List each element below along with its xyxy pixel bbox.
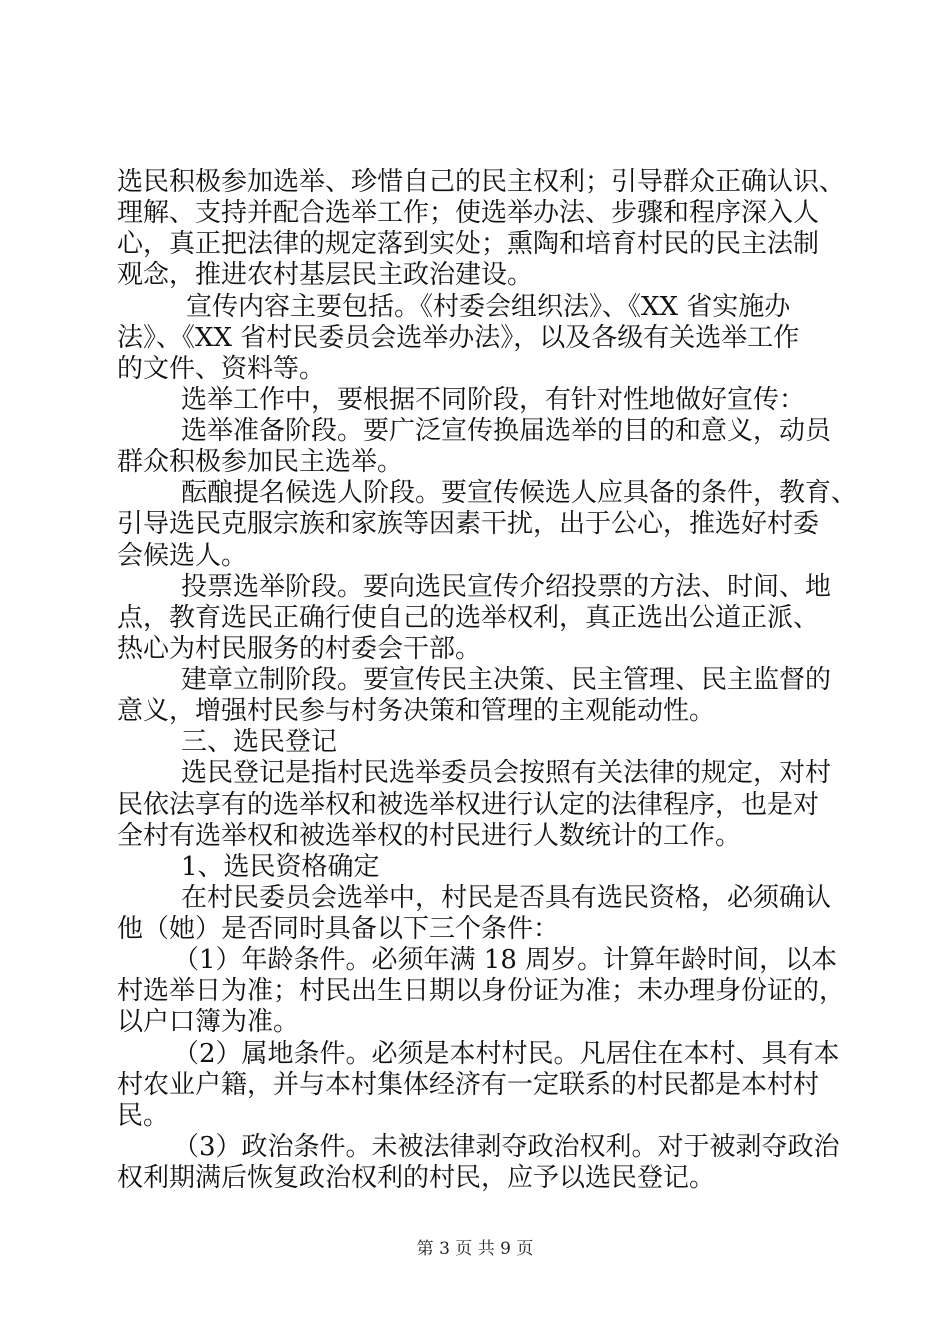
body-text-line: 理解、支持并配合选举工作；使选举办法、步骤和程序深入人 xyxy=(117,198,820,228)
body-text-line: 选民登记是指村民选举委员会按照有关法律的规定，对村 xyxy=(155,758,832,788)
body-text-line: 他（她）是否同时具备以下三个条件： xyxy=(117,914,560,944)
body-text-line: 在村民委员会选举中，村民是否具有选民资格，必须确认 xyxy=(155,883,832,913)
body-text-line: 民。 xyxy=(117,1101,170,1131)
section-heading: 三、选民登记 xyxy=(155,727,338,757)
body-text-line: 投票选举阶段。要向选民宣传介绍投票的方法、时间、地 xyxy=(155,572,832,602)
body-text-line: 权利期满后恢复政治权利的村民，应予以选民登记。 xyxy=(117,1163,716,1193)
body-text-line: 点，教育选民正确行使自己的选举权利，真正选出公道正派、 xyxy=(117,603,820,633)
body-text-line: 以户口簿为准。 xyxy=(117,1007,300,1037)
body-text-line: 选民积极参加选举、珍惜自己的民主权利；引导群众正确认识、 xyxy=(117,167,846,197)
body-text-line: 观念，推进农村基层民主政治建设。 xyxy=(117,260,534,290)
body-text-line: 民依法享有的选举权和被选举权进行认定的法律程序，也是对 xyxy=(117,790,820,820)
body-text-line: 引导选民克服宗族和家族等因素干扰，出于公心，推选好村委 xyxy=(117,509,820,539)
body-text-line: 的文件、资料等。 xyxy=(117,354,326,384)
body-text-line: 村选举日为准；村民出生日期以身份证为准；未办理身份证的， xyxy=(117,976,846,1006)
body-text-line: 宣传内容主要包括。《村委会组织法》、《XX 省实施办 xyxy=(160,292,791,322)
body-text-line: 村农业户籍，并与本村集体经济有一定联系的村民都是本村村 xyxy=(117,1070,820,1100)
body-text-line: 心，真正把法律的规定落到实处；熏陶和培育村民的民主法制 xyxy=(117,229,820,259)
body-text-line: 选举工作中，要根据不同阶段，有针对性地做好宣传： xyxy=(155,385,806,415)
body-text-line: 选举准备阶段。要广泛宣传换届选举的目的和意义，动员 xyxy=(155,416,832,446)
body-text-line: 酝酿提名候选人阶段。要宣传候选人应具备的条件，教育、 xyxy=(155,478,858,508)
body-text-line: 热心为村民服务的村委会干部。 xyxy=(117,634,482,664)
body-text-line: 法》、《XX 省村民委员会选举办法》，以及各级有关选举工作 xyxy=(117,323,800,353)
body-text-line: 会候选人。 xyxy=(117,541,248,571)
body-text-line: 群众积极参加民主选举。 xyxy=(117,447,404,477)
body-text-line: （1）年龄条件。必须年满 18 周岁。计算年龄时间，以本 xyxy=(160,945,838,975)
body-text-line: 全村有选举权和被选举权的村民进行人数统计的工作。 xyxy=(117,821,742,851)
page-number-footer: 第 3 页 共 9 页 xyxy=(416,1239,534,1259)
body-text-line: 意义，增强村民参与村务决策和管理的主观能动性。 xyxy=(117,696,716,726)
subsection-heading: 1、选民资格确定 xyxy=(155,852,380,882)
body-text-line: （3）政治条件。未被法律剥夺政治权利。对于被剥夺政治 xyxy=(160,1132,840,1162)
body-text-line: （2）属地条件。必须是本村村民。凡居住在本村、具有本 xyxy=(160,1039,840,1069)
body-text-line: 建章立制阶段。要宣传民主决策、民主管理、民主监督的 xyxy=(155,665,832,695)
